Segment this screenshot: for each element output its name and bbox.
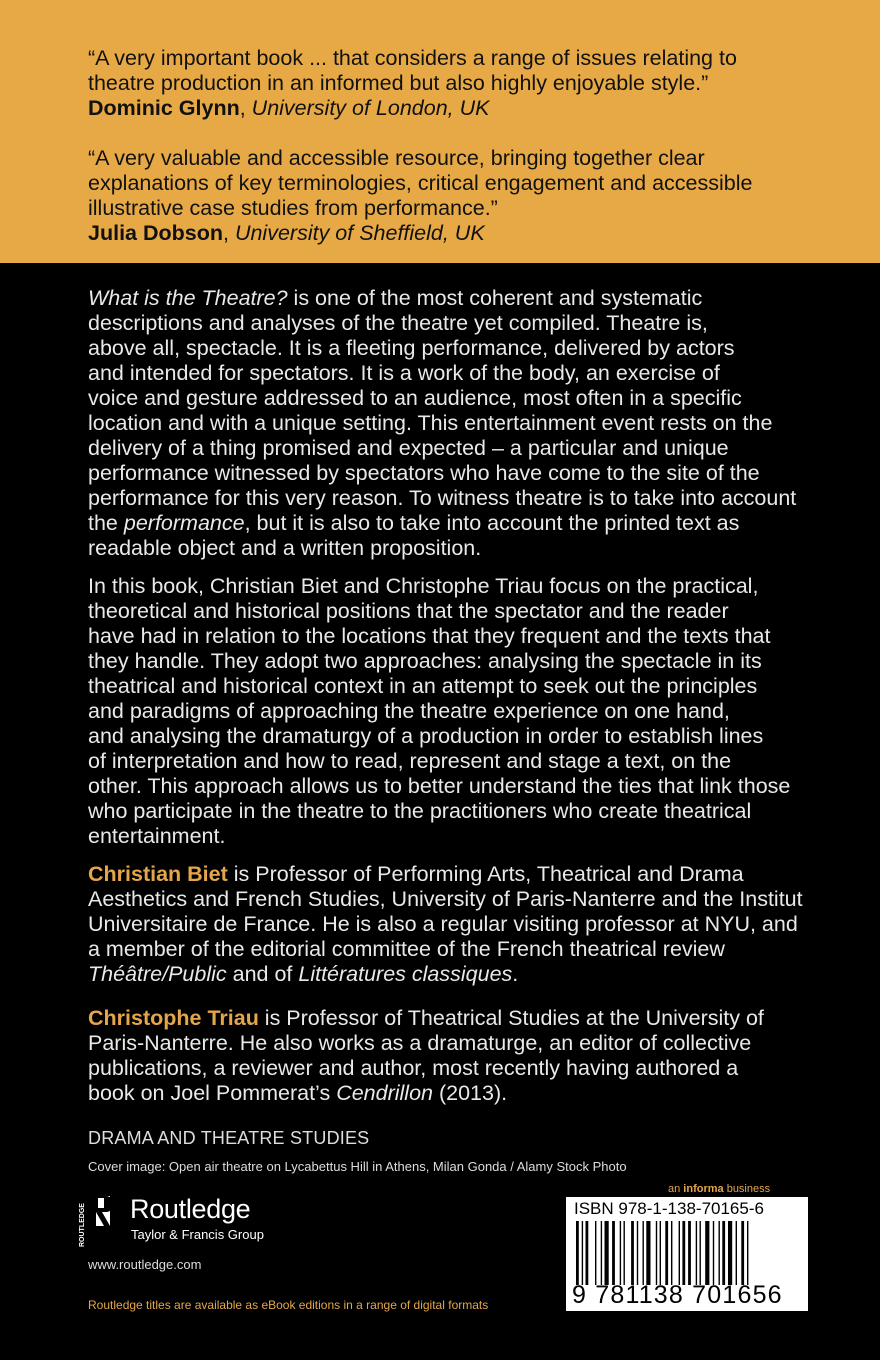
- blurb-line: theatrical and historical context in an attempt to seek out the principles: [88, 674, 758, 698]
- blurb-line: voice and gesture addressed to an audience, most often in a specific: [88, 386, 742, 410]
- barcode-stripe: [671, 1221, 672, 1285]
- journal-title: Littératures classiques: [298, 962, 513, 986]
- blurb-line: have had in relation to the locations that they frequent and the texts that: [88, 624, 771, 648]
- barcode-stripe: [700, 1221, 701, 1285]
- barcode-stripe: [705, 1221, 709, 1285]
- quote-line: explanations of key terminologies, critical engagement and accessible: [88, 171, 753, 195]
- barcode-stripe: [682, 1221, 685, 1285]
- barcode-stripe: [620, 1221, 621, 1285]
- barcode-stripe: [679, 1221, 680, 1285]
- journal-title: Théâtre/Public: [88, 962, 227, 986]
- routledge-logo-icon: [80, 1192, 116, 1248]
- barcode-digits: 9 781138 701656: [572, 1281, 783, 1309]
- bio-text: (2013).: [433, 1081, 508, 1105]
- quote-line: “A very valuable and accessible resource, bringing together clear: [88, 146, 705, 170]
- blurb-line: entertainment.: [88, 824, 226, 848]
- blurb-line: location and with a unique setting. This entertainment event rests on the: [88, 411, 773, 435]
- blurb-line: descriptions and analyses of the theatre yet compiled. Theatre is,: [88, 311, 708, 335]
- blurb-line: above all, spectacle. It is a fleeting performance, delivered by actors: [88, 336, 735, 360]
- bio-text: book on Joel Pommerat’s: [88, 1081, 337, 1105]
- barcode-stripe: [631, 1221, 634, 1285]
- barcode-stripe: [713, 1221, 714, 1285]
- barcode-stripe: [696, 1221, 697, 1285]
- barcode-stripe: [656, 1221, 657, 1285]
- vertical-wordmark: ROUTLEDGE: [79, 1203, 86, 1247]
- blurb-line: other. This approach allows us to better understand the ties that link those: [88, 774, 791, 798]
- author-bio-1: [88, 862, 828, 987]
- barcode-stripe: [595, 1221, 596, 1285]
- quote-affiliation: University of London, UK: [251, 96, 490, 120]
- blurb-line: performance for this very reason. To witness theatre is to take into account: [88, 486, 797, 510]
- quote-author: Julia Dobson: [88, 221, 223, 245]
- barcode-stripe: [576, 1221, 579, 1285]
- author-bio-2: [88, 1006, 828, 1106]
- blurb-line: and paradigms of approaching the theatre experience on one hand,: [88, 699, 730, 723]
- barcode-stripe: [722, 1221, 725, 1285]
- blurb-line: they handle. They adopt two approaches: analysing the spectacle in its: [88, 649, 762, 673]
- bio-text: is Professor of Theatrical Studies at the University of: [258, 1006, 764, 1030]
- bio-line: publications, a reviewer and author, most recently having authored a: [88, 1056, 739, 1080]
- blurb-text: the: [88, 511, 124, 535]
- barcode-stripe: [719, 1221, 720, 1285]
- barcode-stripe: [665, 1221, 668, 1285]
- quote-line: “A very important book ... that considers a range of issues relating to: [88, 46, 737, 70]
- blurb-line: and analysing the dramaturgy of a production in order to establish lines: [88, 724, 764, 748]
- bio-line: Aesthetics and French Studies, University of Paris-Nanterre and the Institut: [88, 887, 803, 911]
- barcode-stripe: [643, 1221, 644, 1285]
- ebook-note: Routledge titles are available as eBook editions in a range of digital formats: [88, 1298, 489, 1312]
- blurb-emphasis: performance: [123, 511, 245, 535]
- informa-tagline: an informa business: [668, 1183, 771, 1195]
- publisher-name: Routledge: [130, 1194, 251, 1224]
- bio-line: a member of the editorial committee of the French theatrical review: [88, 937, 725, 961]
- publisher-url[interactable]: www.routledge.com: [88, 1257, 202, 1272]
- barcode-stripe: [601, 1221, 602, 1285]
- barcode-stripe: [728, 1221, 732, 1285]
- bio-text: is Professor of Performing Arts, Theatrical and Drama: [227, 862, 744, 886]
- quote-line: illustrative case studies from performance.”: [88, 196, 498, 220]
- barcode-stripe: [688, 1221, 691, 1285]
- endorsement-quote: “A very valuable and accessible resource, bringing together clear explanations of key terminologies, critical engagement and accessible illustrative case studies from performance.” Julia Dobson, University of Sheffield, UK: [88, 146, 753, 245]
- barcode-stripe: [637, 1221, 638, 1285]
- cover-credit: Cover image: Open air theatre on Lycabettus Hill in Athens, Milan Gonda / Alamy Stock Photo: [88, 1159, 627, 1174]
- bio-text: and of: [226, 962, 299, 986]
- book-title: What is the Theatre?: [88, 286, 288, 310]
- publisher-logo: [80, 1192, 300, 1252]
- blurb-line: In this book, Christian Biet and Christophe Triau focus on the practical,: [88, 574, 759, 598]
- author-name: Christophe Triau: [88, 1006, 259, 1030]
- blurb-line: is one of the most coherent and systematic: [287, 286, 703, 310]
- barcode-stripe: [605, 1221, 609, 1285]
- blurb-line: delivery of a thing promised and expected – a particular and unique: [88, 436, 729, 460]
- barcode-stripe: [741, 1221, 744, 1285]
- isbn-number: ISBN 978-1-138-70165-6: [574, 1199, 764, 1218]
- blurb-text: , but it is also to take into account the printed text as: [244, 511, 740, 535]
- barcode-stripe: [660, 1221, 661, 1285]
- quote-author: Dominic Glynn: [88, 96, 240, 120]
- bio-line: Paris-Nanterre. He also works as a dramaturge, an editor of collective: [88, 1031, 752, 1055]
- subject-category: DRAMA AND THEATRE STUDIES: [88, 1128, 370, 1148]
- quote-affiliation: University of Sheffield, UK: [234, 221, 485, 245]
- isbn-barcode: [566, 1197, 808, 1311]
- blurb-line: and intended for spectators. It is a work of the body, an exercise of: [88, 361, 720, 385]
- blurb-paragraph-1: [88, 286, 828, 561]
- barcode-stripe: [586, 1221, 589, 1285]
- blurb-line: readable object and a written proposition.: [88, 536, 482, 560]
- barcode-stripe: [646, 1221, 650, 1285]
- bio-text: .: [512, 962, 519, 986]
- barcode-stripe: [624, 1221, 625, 1285]
- work-title: Cendrillon: [336, 1081, 433, 1105]
- blurb-line: performance witnessed by spectators who have come to the site of the: [88, 461, 760, 485]
- barcode-stripe: [736, 1221, 737, 1285]
- barcode-stripe: [747, 1221, 748, 1285]
- blurb-line: theoretical and historical positions that the spectator and the reader: [88, 599, 729, 623]
- author-name: Christian Biet: [88, 862, 228, 886]
- quote-line: theatre production in an informed but also highly enjoyable style.”: [88, 71, 709, 95]
- blurb-line: who participate in the theatre to the practitioners who create theatrical: [88, 799, 752, 823]
- blurb-line: of interpretation and how to read, represent and stage a text, on the: [88, 749, 732, 773]
- bio-line: Universitaire de France. He is also a regular visiting professor at NYU, and: [88, 912, 798, 936]
- endorsement-quote: “A very important book ... that considers a range of issues relating to theatre production in an informed but also highly enjoyable style.” Dominic Glynn, University of London, UK: [88, 46, 737, 120]
- barcode-stripe: [612, 1221, 615, 1285]
- blurb-paragraph-2: [88, 574, 828, 849]
- publisher-group: Taylor & Francis Group: [131, 1227, 264, 1242]
- barcode-stripe: [582, 1221, 583, 1285]
- barcode-bars: [572, 1221, 802, 1285]
